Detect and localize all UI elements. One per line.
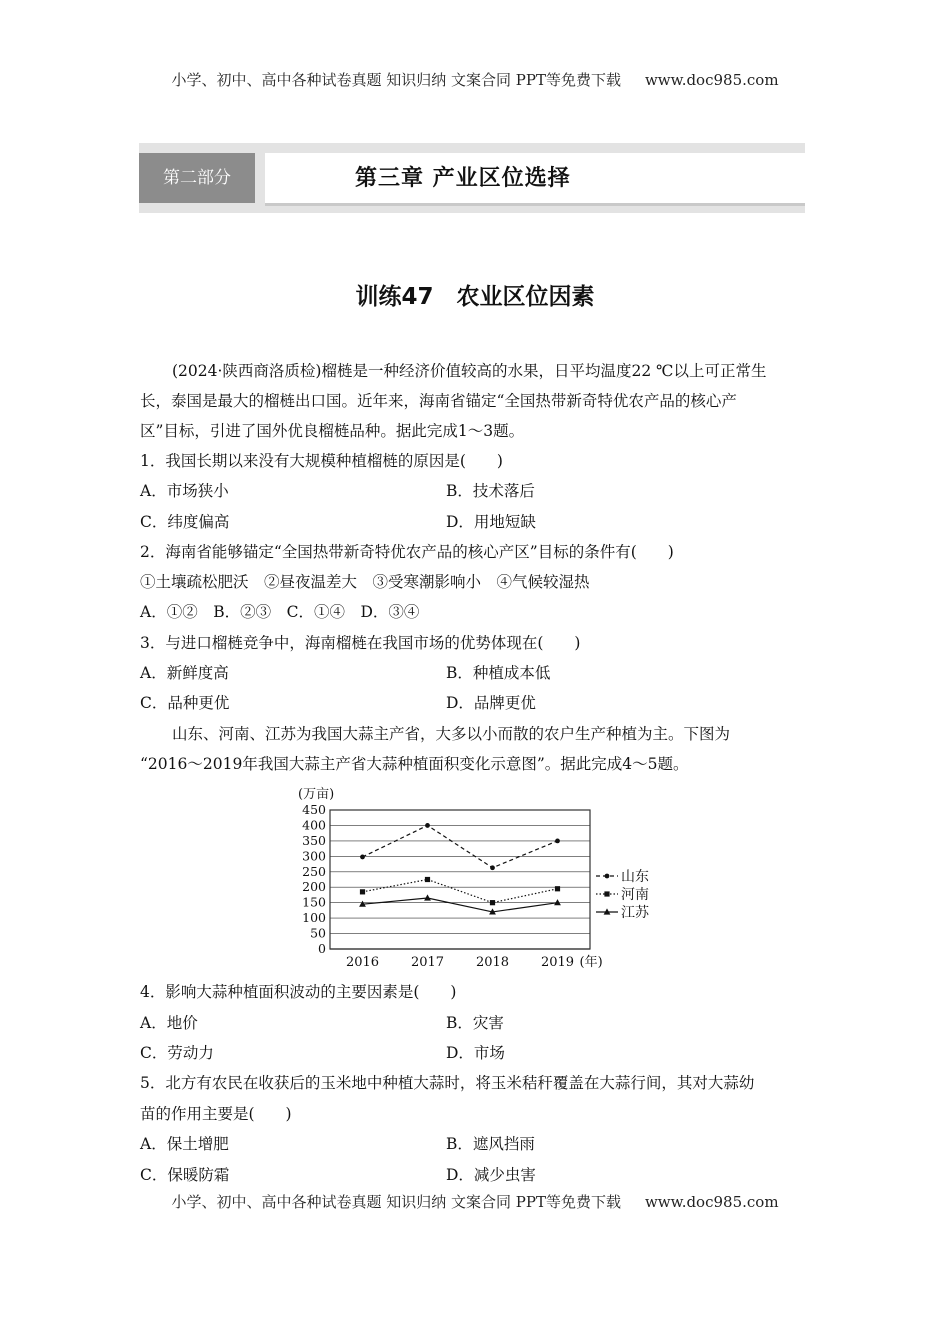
header-text: 小学、初中、高中各种试卷真题 知识归纳 文案合同 PPT等免费下载 [171, 71, 621, 89]
data-point-shandong [555, 838, 560, 843]
q4-option-d[interactable]: D．市场 [446, 1044, 505, 1062]
y-tick-label: 350 [302, 832, 326, 848]
q3-option-a[interactable]: A．新鲜度高 [140, 664, 229, 682]
intro1-line3: 区”目标，引进了国外优良榴梿品种。据此完成1～3题。 [140, 422, 525, 440]
q1-option-b[interactable]: B．技术落后 [446, 482, 535, 500]
q5-option-d[interactable]: D．减少虫害 [446, 1166, 536, 1184]
x-tick-label: 2018 [475, 955, 510, 970]
garlic-area-chart [290, 784, 670, 974]
x-tick-label: 2017 [410, 955, 445, 970]
intro2-line1: 山东、河南、江苏为我国大蒜主产省，大多以小而散的农户生产种植为主。下图为 [172, 725, 731, 743]
page-header [0, 69, 950, 90]
q4-option-c[interactable]: C．劳动力 [140, 1044, 214, 1062]
q1-option-a[interactable]: A．市场狭小 [140, 482, 229, 500]
q5-option-c[interactable]: C．保暖防霜 [140, 1166, 230, 1184]
q4-option-b[interactable]: B．灾害 [446, 1014, 504, 1032]
footer-text: 小学、初中、高中各种试卷真题 知识归纳 文案合同 PPT等免费下载 [171, 1193, 621, 1211]
data-point-shandong [490, 865, 495, 870]
q2-stem: 2．海南省能够锚定“全国热带新奇特优农产品的核心产区”目标的条件有( ) [140, 543, 674, 561]
q2-items: ①土壤疏松肥沃 ②昼夜温差大 ③受寒潮影响小 ④气候较湿热 [140, 573, 590, 591]
q5-option-a[interactable]: A．保土增肥 [140, 1135, 229, 1153]
y-tick-label: 300 [302, 848, 326, 864]
y-tick-label: 200 [302, 879, 326, 895]
series-line-jiangsu [363, 898, 558, 912]
legend-label-henan: 河南 [621, 887, 649, 903]
series-line-shandong [363, 825, 558, 867]
q4-option-a[interactable]: A．地价 [140, 1014, 198, 1032]
data-point-henan [490, 900, 495, 905]
data-point-jiangsu [554, 899, 561, 905]
series-line-henan [363, 880, 558, 903]
intro1-line2: 长，泰国是最大的榴梿出口国。近年来，海南省锚定“全国热带新奇特优农产品的核心产 [140, 392, 737, 410]
y-tick-label: 450 [302, 802, 326, 817]
y-tick-label: 100 [302, 910, 326, 926]
y-axis-label: (万亩) [298, 787, 335, 802]
x-tick-label: 2019 [540, 955, 575, 970]
chapter-box [265, 153, 805, 206]
header-site[interactable]: www.doc985.com [644, 71, 779, 89]
q5-stem-line2: 苗的作用主要是( ) [140, 1105, 292, 1123]
q2-options[interactable]: A．①② B．②③ C．①④ D．③④ [140, 603, 420, 621]
data-point-jiangsu [424, 894, 431, 900]
footer-site[interactable]: www.doc985.com [644, 1193, 779, 1211]
y-tick-label: 250 [302, 863, 326, 879]
q5-stem-line1: 5．北方有农民在收获后的玉米地中种植大蒜时，将玉米秸秆覆盖在大蒜行间，其对大蒜幼 [140, 1074, 755, 1092]
legend-marker-henan [604, 891, 609, 896]
chapter-banner [139, 143, 805, 213]
q3-option-b[interactable]: B．种植成本低 [446, 664, 551, 682]
q1-stem: 1．我国长期以来没有大规模种植榴梿的原因是( ) [140, 452, 503, 470]
data-point-shandong [360, 855, 365, 860]
legend-label-shandong: 山东 [621, 869, 649, 885]
chapter-title: 第三章 产业区位选择 [355, 165, 571, 191]
page-title: 训练47 农业区位因素 [355, 284, 595, 310]
data-point-henan [425, 877, 430, 882]
data-point-henan [555, 886, 560, 891]
legend-label-jiangsu: 江苏 [621, 905, 649, 921]
y-tick-label: 50 [310, 925, 326, 941]
intro2-line2: “2016～2019年我国大蒜主产省大蒜种植面积变化示意图”。据此完成4～5题。 [140, 755, 689, 773]
x-tick-label: 2016 [345, 955, 380, 970]
part-label: 第二部分 [139, 153, 255, 203]
q4-stem: 4．影响大蒜种植面积波动的主要因素是( ) [140, 983, 457, 1001]
q1-option-c[interactable]: C．纬度偏高 [140, 513, 230, 531]
y-tick-label: 400 [302, 817, 326, 833]
q3-option-c[interactable]: C．品种更优 [140, 694, 230, 712]
q3-option-d[interactable]: D．品牌更优 [446, 694, 536, 712]
x-axis-label: (年) [579, 955, 603, 970]
y-tick-label: 0 [318, 941, 326, 956]
plot-frame [330, 810, 590, 949]
legend-marker-shandong [605, 874, 610, 879]
data-point-henan [360, 889, 365, 894]
data-point-shandong [425, 823, 430, 828]
page-footer [0, 1191, 950, 1212]
intro1-line1: (2024·陕西商洛质检)榴梿是一种经济价值较高的水果，日平均温度22 ℃以上可正常生 [172, 362, 767, 380]
q3-stem: 3．与进口榴梿竞争中，海南榴梿在我国市场的优势体现在( ) [140, 634, 581, 652]
q5-option-b[interactable]: B．遮风挡雨 [446, 1135, 535, 1153]
y-tick-label: 150 [302, 894, 326, 910]
q1-option-d[interactable]: D．用地短缺 [446, 513, 536, 531]
